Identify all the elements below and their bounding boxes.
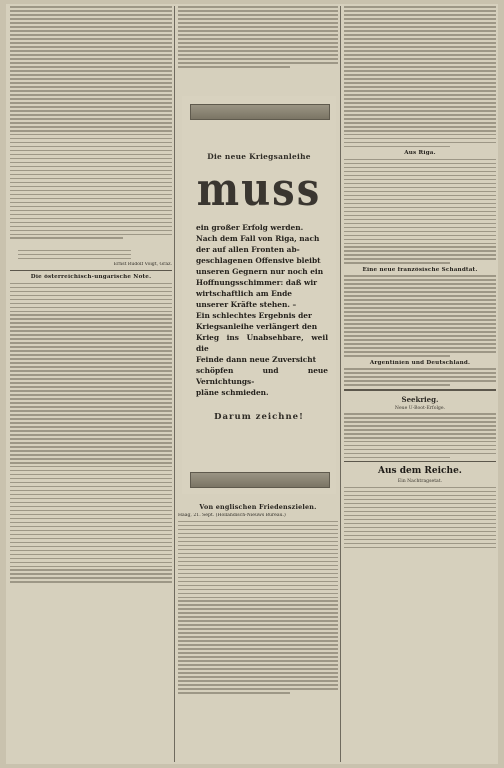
dateline: Haag, 21. Sept. (Holländisch-Nieuws Bureau.): [178, 513, 286, 518]
ad-line: Nach dem Fall von Riga, nach: [196, 234, 320, 243]
ad-line: schöpfen und neue Vernichtungs-: [196, 366, 328, 386]
section-subheading-reich: Ein Nachtragsetat.: [397, 479, 443, 485]
ad-line: geschlagenen Offensive bleibt: [196, 256, 321, 265]
ad-line: wirtschaftlich am Ende: [196, 289, 293, 298]
section-subheading-naval: Neue U-Boot-Erfolge.: [394, 405, 446, 411]
center-text-top: [178, 6, 338, 67]
ad-line: unserer Kräfte stehen. –: [196, 300, 297, 309]
ad-bottom-ornament: [190, 472, 330, 488]
newspaper-page: [6, 4, 498, 764]
center-text-bottom: [178, 521, 338, 694]
left-column: [10, 4, 172, 764]
right-text-block-2: [344, 159, 496, 264]
ad-body: [196, 222, 328, 398]
ad-line: Krieg ins Unabsehbare, weil die: [196, 333, 328, 353]
left-text-block-2: [10, 283, 172, 583]
ad-call-to-action: Darum zeichne!: [214, 412, 304, 422]
ad-line: Ein schlechtes Ergebnis der: [196, 311, 312, 320]
section-heading-naval: Seekrieg.: [401, 394, 439, 404]
column-divider: [340, 6, 341, 762]
war-loan-advertisement: [182, 96, 336, 494]
section-heading-argentina: Argentinien und Deutschland.: [369, 359, 471, 366]
column-divider: [174, 6, 175, 762]
section-heading-peace: Von englischen Friedenszielen.: [199, 503, 317, 511]
left-text-block-1: [10, 6, 172, 239]
section-heading-reich: Aus dem Reiche.: [378, 466, 462, 477]
ad-line: pläne schmieden.: [196, 388, 269, 397]
ad-line: Kriegsanleihe verlängert den: [196, 322, 318, 331]
section-heading-riga: Aus Riga.: [404, 150, 436, 157]
ad-title: Die neue Kriegsanleihe: [207, 152, 311, 161]
ad-headline: muss: [196, 162, 322, 217]
right-text-block-5: [344, 413, 496, 458]
section-heading-french: Eine neue französische Schandtat.: [362, 267, 478, 274]
right-text-block-1: [344, 6, 496, 147]
ad-top-ornament: [190, 104, 330, 120]
right-column: [344, 4, 496, 764]
ad-line: Hoffnungsschimmer: daß wir: [196, 278, 318, 287]
ad-line: ein großer Erfolg werden.: [196, 223, 304, 232]
ad-line: unseren Gegnern nur noch ein: [196, 267, 324, 276]
right-text-block-6: [344, 487, 496, 548]
section-heading-note: Die österreichisch-ungarische Note.: [30, 274, 152, 281]
ad-line: der auf allen Fronten ab-: [196, 245, 300, 254]
right-text-block-3: [344, 275, 496, 356]
ad-line: Feinde dann neue Zuversicht: [196, 355, 317, 364]
right-text-block-4: [344, 368, 496, 386]
signature: Ernst Rudolf Voigt, Graz.: [113, 261, 172, 267]
